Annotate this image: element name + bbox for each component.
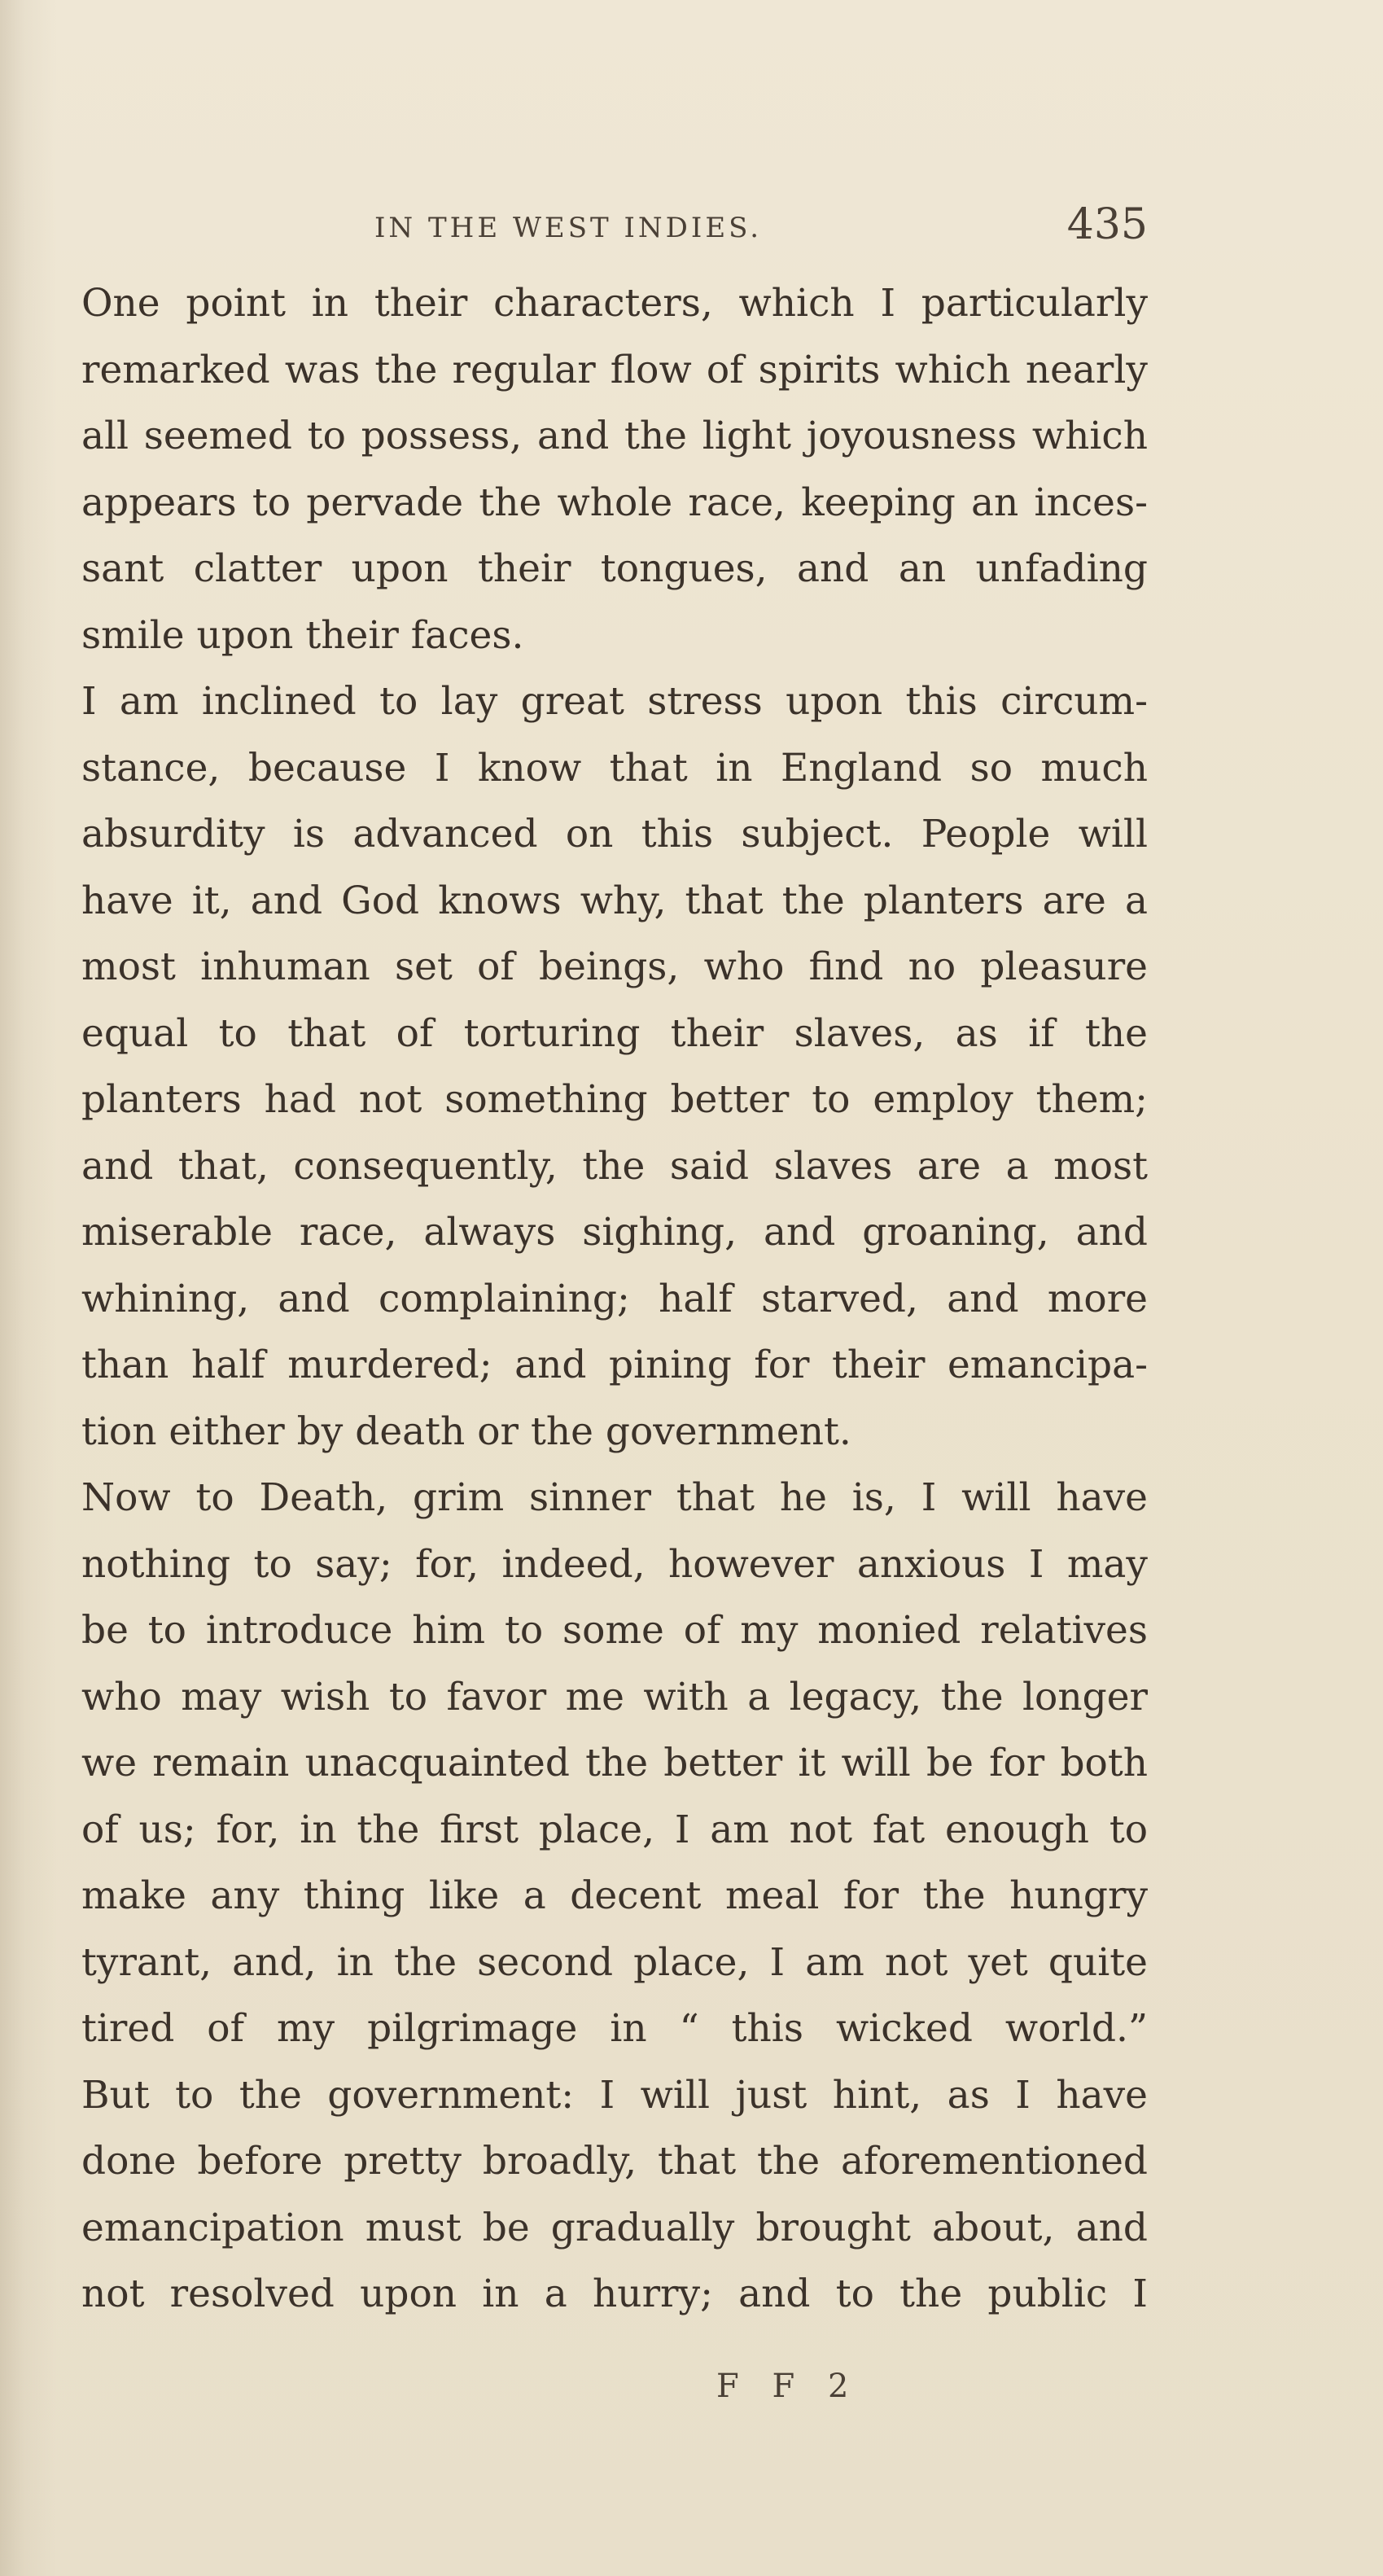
paragraph-2	[81, 668, 1148, 1465]
text-line: equal to that of torturing their slaves, as if the	[81, 1010, 1148, 1056]
text-line: sant clatter upon their tongues, and an unfading	[81, 546, 1148, 591]
text-line: absurdity is advanced on this subject. People will	[81, 812, 1148, 856]
text-line: But to the government: I will just hint, as I have	[81, 2072, 1148, 2118]
text-line: remarked was the regular flow of spirits which nearly	[81, 347, 1148, 392]
text-line: be to introduce him to some of my monied relatives	[81, 1608, 1148, 1653]
running-head	[81, 195, 1148, 252]
text-line: who may wish to favor me with a legacy, the longer	[81, 1674, 1148, 1720]
text-line: all seemed to possess, and the light joyousness which	[81, 414, 1148, 458]
text-line: we remain unacquainted the better it will be for both	[81, 1741, 1148, 1785]
running-title: IN THE WEST INDIES.	[374, 212, 763, 244]
text-line: emancipation must be gradually brought about, and	[81, 2205, 1148, 2250]
text-line: whining, and complaining; half starved, and more	[81, 1276, 1148, 1321]
text-line: most inhuman set of beings, who find no pleasure	[81, 944, 1148, 989]
paragraph-3	[81, 1465, 1148, 2328]
text-line: I am inclined to lay great stress upon this circum-	[81, 679, 1148, 724]
text-line: planters had not something better to employ them;	[81, 1077, 1148, 1122]
text-line: Now to Death, grim sinner that he is, I will have	[81, 1475, 1148, 1520]
text-line: of us; for, in the first place, I am not fat enough to	[81, 1807, 1148, 1852]
text-line: tyrant, and, in the second place, I am not yet quite	[81, 1939, 1148, 1985]
text-line: nothing to say; for, indeed, however anxious I may	[81, 1541, 1148, 1587]
signature-mark: F F 2	[716, 2368, 860, 2405]
text-line: make any thing like a decent meal for the hungry	[81, 1873, 1148, 1918]
text-line: than half murdered; and pining for their emancipa-	[81, 1343, 1148, 1387]
paragraph-1	[81, 270, 1148, 668]
text-line: tion either by death or the government.	[81, 1408, 851, 1454]
text-line: One point in their characters, which I particularly	[81, 281, 1148, 326]
text-line: appears to pervade the whole race, keeping an inces-	[81, 480, 1148, 525]
text-line: have it, and God knows why, that the planters are a	[81, 878, 1148, 923]
body-text	[81, 270, 1148, 2328]
text-line: stance, because I know that in England so much	[81, 745, 1148, 791]
text-line: done before pretty broadly, that the aforementioned	[81, 2139, 1148, 2184]
text-line: and that, consequently, the said slaves are a most	[81, 1143, 1148, 1189]
text-line: miserable race, always sighing, and groaning, and	[81, 1210, 1148, 1255]
text-line: not resolved upon in a hurry; and to the public I	[81, 2272, 1148, 2316]
text-line: smile upon their faces.	[81, 612, 524, 658]
text-line: tired of my pilgrimage in “ this wicked world.”	[81, 2006, 1148, 2051]
page-number: 435	[1066, 200, 1148, 249]
